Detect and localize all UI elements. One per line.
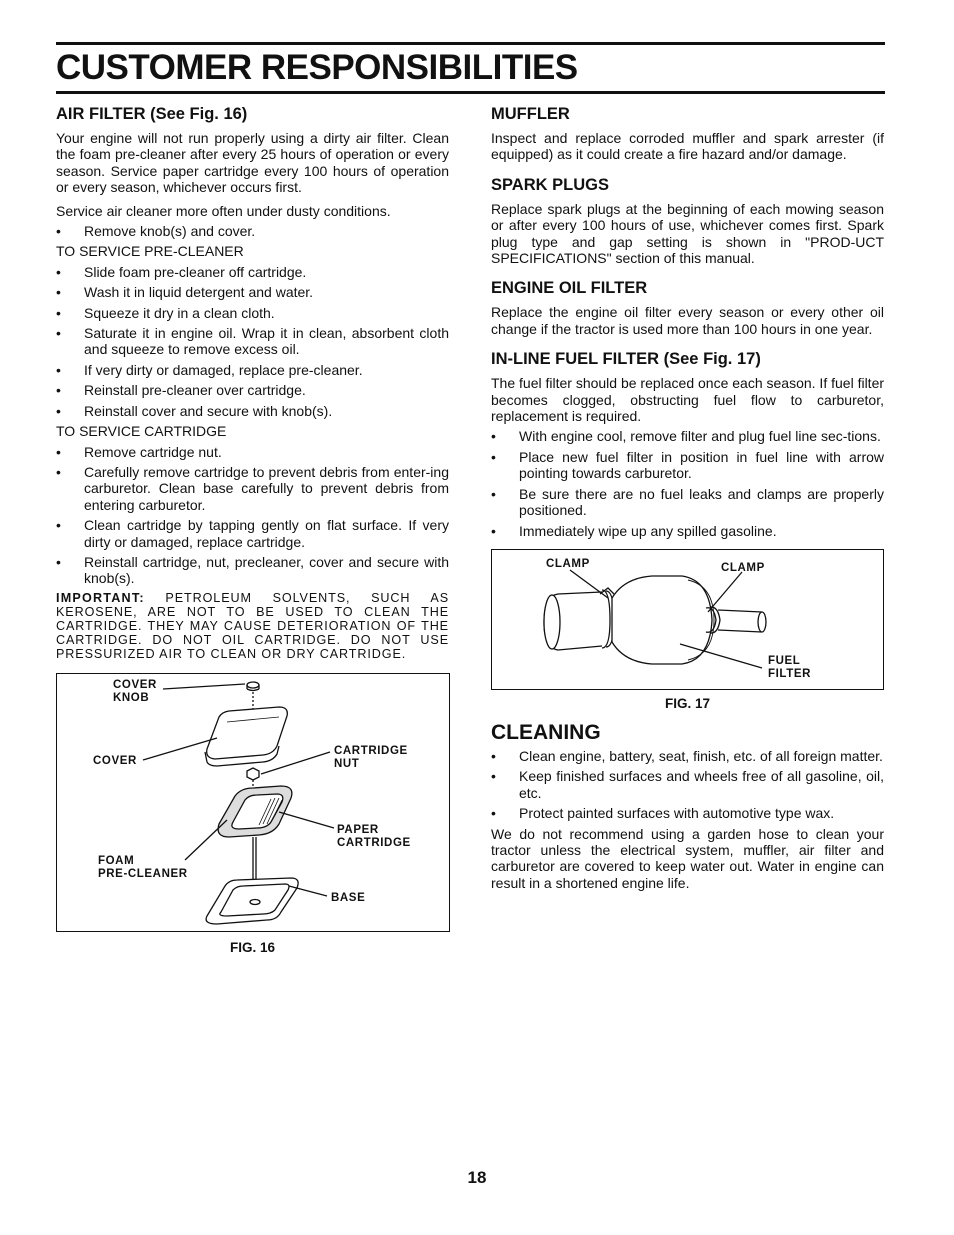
fuel-filter-heading: IN-LINE FUEL FILTER (See Fig. 17) bbox=[491, 350, 761, 369]
spark-plugs-heading: SPARK PLUGS bbox=[491, 175, 609, 194]
muffler-text: Inspect and replace corroded muffler and spark arrester (if equipped) as it could create a fire hazard and/or damage. bbox=[491, 130, 884, 163]
fuel-filter-steps bbox=[491, 428, 884, 538]
list-item bbox=[491, 748, 884, 764]
list-item bbox=[56, 305, 449, 321]
label-cover: COVER bbox=[93, 754, 137, 767]
cleaning-text: We do not recommend using a garden hose to clean your tractor unless the electrical system, muffler, air filter and carburetor are covered to keep water out. Water in engine can result in a shortened engine life. bbox=[491, 825, 884, 891]
engine-oil-filter-text: Replace the engine oil filter every season or every other oil change if the tractor is used more than 100 hours in one year. bbox=[491, 304, 884, 337]
list-item-text: Wash it in liquid detergent and water. bbox=[84, 284, 314, 301]
list-item bbox=[491, 449, 884, 482]
page-title: CUSTOMER RESPONSIBILITIES bbox=[56, 48, 578, 87]
list-item bbox=[491, 486, 884, 519]
fig16-caption: FIG. 16 bbox=[229, 939, 275, 955]
list-item-text: With engine cool, remove filter and plug fuel line sec-tions. bbox=[519, 428, 881, 445]
list-item-text: Remove cartridge nut. bbox=[84, 443, 222, 460]
label-cover-knob: COVER KNOB bbox=[113, 678, 157, 704]
label-cartridge-nut: CARTRIDGE NUT bbox=[334, 744, 408, 770]
list-item-text: Protect painted surfaces with automotive type wax. bbox=[519, 805, 835, 822]
bullet-mark: • bbox=[491, 805, 496, 822]
bullet-mark: • bbox=[491, 522, 496, 539]
left-column bbox=[56, 104, 449, 955]
list-item bbox=[491, 428, 884, 444]
top-rule bbox=[56, 42, 885, 45]
bullet-mark: • bbox=[491, 747, 496, 764]
air-filter-dusty-note: Service air cleaner more often under dusty conditions. bbox=[56, 202, 391, 219]
important-text: PETROLEUM SOLVENTS, SUCH AS KEROSENE, ARE NOT TO BE USED TO CLEAN THE CARTRIDGE. THEY MAY CAUSE DETERIORATION OF THE CARTRIDGE. DO NOT OIL CARTRIDGE. DO NOT USE PRESSURIZED AIR TO CLEAN OR DRY CARTRIDGE. bbox=[56, 590, 449, 661]
title-rule bbox=[56, 91, 885, 94]
list-item-text: Clean cartridge by tapping gently on flat surface. If very dirty or damaged, replace cartridge. bbox=[84, 517, 449, 550]
bullet-mark: • bbox=[56, 325, 61, 342]
muffler-heading: MUFFLER bbox=[491, 105, 570, 123]
list-item bbox=[56, 325, 449, 358]
bullet-mark: • bbox=[56, 263, 61, 280]
fig17-caption: FIG. 17 bbox=[664, 695, 710, 711]
list-item-text: Squeeze it dry in a clean cloth. bbox=[84, 304, 275, 321]
list-item-text: Clean engine, battery, seat, finish, etc. of all foreign matter. bbox=[519, 747, 883, 764]
list-item-text: If very dirty or damaged, replace pre-cleaner. bbox=[84, 361, 363, 378]
important-label: IMPORTANT: bbox=[56, 590, 145, 605]
air-filter-intro: Your engine will not run properly using a dirty air filter. Clean the foam pre-cleaner after every 25 hours of operation or every season. Service paper cartridge every 100 hours of operation or every season, whichever occurs first. bbox=[56, 130, 449, 196]
list-item bbox=[56, 382, 449, 398]
list-item-text: Carefully remove cartridge to prevent debris from enter-ing carburetor. Clean base carefully to prevent debris from entering carburetor. bbox=[84, 463, 449, 513]
label-foam-pre-cleaner: FOAM PRE-CLEANER bbox=[98, 854, 188, 880]
fuel-filter-text: The fuel filter should be replaced once each season. If fuel filter becomes clogged, obstructing fuel flow to carburetor, replacement is required. bbox=[491, 375, 885, 425]
list-item-text: Reinstall cover and secure with knob(s). bbox=[84, 402, 333, 419]
bullet-mark: • bbox=[491, 768, 496, 785]
list-item bbox=[491, 523, 884, 539]
label-fuel-filter: FUEL FILTER bbox=[768, 654, 811, 680]
air-cleaner-diagram bbox=[57, 674, 449, 931]
bullet-mark: • bbox=[491, 485, 496, 502]
list-item bbox=[56, 223, 449, 239]
bullet-mark: • bbox=[56, 443, 61, 460]
list-item-text: Reinstall cartridge, nut, precleaner, cover and secure with knob(s). bbox=[84, 553, 449, 587]
important-notice bbox=[56, 591, 449, 661]
bullet-mark: • bbox=[491, 428, 496, 445]
fig17-box bbox=[491, 549, 884, 690]
list-item bbox=[56, 554, 449, 587]
bullet-mark: • bbox=[56, 361, 61, 378]
list-item-text: Keep finished surfaces and wheels free of all gasoline, oil, etc. bbox=[519, 768, 884, 801]
label-paper-cartridge: PAPER CARTRIDGE bbox=[337, 823, 411, 849]
spark-plugs-text: Replace spark plugs at the beginning of each mowing season or after every 100 hours of use, whichever comes first. Spark plug type and gap setting is shown in "PROD-UCT SPECIFICATIONS" section of this manual. bbox=[491, 200, 884, 267]
bullet-mark: • bbox=[56, 304, 61, 321]
label-clamp-right: CLAMP bbox=[721, 561, 765, 574]
list-item-text: Remove knob(s) and cover. bbox=[84, 223, 256, 240]
list-item-text: Be sure there are no fuel leaks and clamps are properly positioned. bbox=[519, 485, 884, 519]
label-clamp-left: CLAMP bbox=[546, 557, 590, 570]
list-item bbox=[56, 403, 449, 419]
list-item-text: Slide foam pre-cleaner off cartridge. bbox=[84, 263, 307, 280]
pre-cleaner-steps bbox=[56, 264, 449, 419]
bullet-mark: • bbox=[56, 284, 61, 301]
bullet-mark: • bbox=[56, 382, 61, 399]
fig16-box bbox=[56, 673, 450, 932]
bullet-mark: • bbox=[56, 402, 61, 419]
list-item bbox=[56, 517, 449, 550]
cartridge-heading: TO SERVICE CARTRIDGE bbox=[56, 423, 227, 440]
list-item bbox=[491, 768, 884, 801]
label-base: BASE bbox=[331, 891, 366, 904]
cleaning-list bbox=[491, 748, 884, 822]
list-item-text: Place new fuel filter in position in fuel line with arrow pointing towards carburetor. bbox=[519, 448, 884, 482]
bullet-mark: • bbox=[56, 463, 61, 480]
air-filter-list-a bbox=[56, 223, 449, 239]
list-item bbox=[56, 284, 449, 300]
pre-cleaner-heading: TO SERVICE PRE-CLEANER bbox=[56, 243, 244, 260]
page-number: 18 bbox=[467, 1168, 487, 1187]
right-column bbox=[491, 104, 884, 898]
bullet-mark: • bbox=[56, 517, 61, 534]
list-item bbox=[56, 362, 449, 378]
list-item bbox=[491, 805, 884, 821]
list-item-text: Saturate it in engine oil. Wrap it in clean, absorbent cloth and squeeze to remove excess oil. bbox=[84, 325, 449, 358]
bullet-mark: • bbox=[56, 553, 61, 570]
air-filter-heading: AIR FILTER (See Fig. 16) bbox=[56, 105, 248, 123]
list-item-text: Immediately wipe up any spilled gasoline. bbox=[519, 522, 777, 539]
cartridge-steps bbox=[56, 444, 449, 587]
list-item-text: Reinstall pre-cleaner over cartridge. bbox=[84, 382, 306, 399]
list-item bbox=[56, 264, 449, 280]
bullet-mark: • bbox=[491, 448, 496, 465]
list-item bbox=[56, 444, 449, 460]
cleaning-heading: CLEANING bbox=[491, 720, 601, 744]
list-item bbox=[56, 464, 449, 513]
engine-oil-filter-heading: ENGINE OIL FILTER bbox=[491, 279, 648, 298]
bullet-mark: • bbox=[56, 223, 61, 240]
